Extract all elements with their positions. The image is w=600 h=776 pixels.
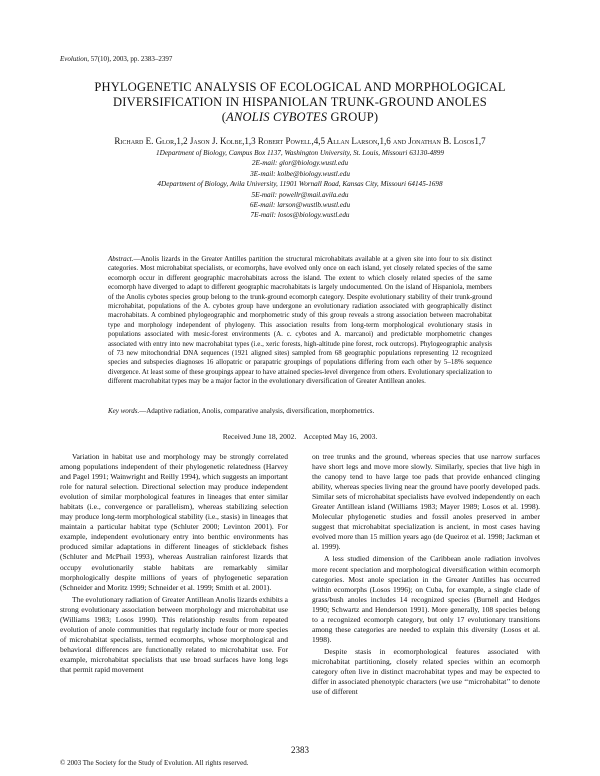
- received-accepted-dates: Received June 18, 2002. Accepted May 16, 2003.: [222, 432, 378, 441]
- author-list: Richard E. Glor,1,2 Jason J. Kolbe,1,3 Robert Powell,4,5 Allan Larson,1,6 and Jonathan B. Losos1,7: [114, 136, 486, 146]
- affiliations: [60, 148, 540, 221]
- title-species: ANOLIS CYBOTES: [226, 110, 328, 124]
- keywords: [108, 407, 492, 416]
- journal-name: Evolution,: [60, 55, 89, 63]
- title-line-2: DIVERSIFICATION IN HISPANIOLAN TRUNK-GROUND ANOLES: [113, 95, 487, 109]
- abstract: [108, 255, 492, 387]
- keywords-text: —Adaptive radiation, Anolis, comparative analysis, diversification, morphometrics.: [139, 407, 375, 415]
- email-losos: 7E-mail: losos@biology.wustl.edu: [250, 211, 350, 220]
- keywords-label: Key words.: [108, 407, 140, 415]
- copyright-notice: © 2003 The Society for the Study of Evolution. All rights reserved.: [60, 759, 249, 767]
- paragraph: The evolutionary radiation of Greater Antillean Anolis lizards exhibits a strong evolutionary association between morphology and microhabitat use (Williams 1983; Losos 1990). This relationship results from repeated evolution of anole communities that regularly include four or more species of microhabitat specialists, termed ecomorphs, whose morphological and behavioral differences are functionally related to microhabitat use. For example, microhabitat specialists that use broad surfaces have long legs that permit rapid movement: [60, 594, 288, 674]
- title-line-3: [60, 110, 540, 125]
- paragraph: A less studied dimension of the Caribbean anole radiation involves more recent speciation and morphological diversification within ecomorph categories. Most anole speciation in the Greater Antilles has occurred within ecomorphs (Losos 1996); on Cuba, for example, a single clade of grass/bush anoles includes 14 recognized species (Burnell and Hedges 1990; Schwartz and Henderson 1991). More generally, 108 species belong to a recognized ecomorph category, but only 17 evolutionary transitions among these categories are needed to explain this diversity (Losos et al. 1998).: [312, 554, 540, 644]
- title-group: GROUP): [327, 110, 379, 124]
- paragraph: Despite stasis in ecomorphological features associated with microhabitat partitioning, closely related species within an ecomorph category often live in distinct macrohabitat types and may be expected to differ in associated phenotypic characters (we use ‘‘microhabitat’’ to denote use of different: [312, 646, 540, 697]
- abstract-text: —Anolis lizards in the Greater Antilles partition the structural microhabitats available at a given site into four to six distinct categories. Most microhabitat specialists, or ecomorphs, have evolved only once on each island, yet closely related species of the same ecomorph occur in different geographic macrohabitats across the island. The extent to which closely related species of the same ecomorph have diverged to adapt to different geographic macrohabitats is largely undocumented. On the island of Hispaniola, members of the Anolis cybotes species group belong to the trunk-ground ecomorph category. Despite evolutionary stability of their trunk-ground microhabitat, populations of the A. cybotes group have undergone an evolutionary radiation associated with geographically distinct macrohabitats. A combined phylogeographic and morphometric study of this group reveals a strong association between macrohabitat type and morphology independent of phylogeny. This association results from long-term morphological evolutionary stasis in populations associated with mesic-forest environments (A. c. cybotes and A. marcanoi) and predictable morphometric changes associated with entry into new macrohabitat types (i.e., xeric forests, high-altitude pine forest, rock outcrops). Phylogeographic analysis of 73 new mitochondrial DNA sequences (1921 aligned sites) sampled from 68 geographic populations representing 12 recognized species and subspecies diagnoses 16 allopatric or parapatric groupings of populations differing from each other by 5–18% sequence divergence. At least some of these groupings appear to have attained species-level divergence from others. Evolutionary specialization to different macrohabitat types may be a major factor in the evolutionary diversification of Greater Antillean anoles.: [108, 255, 492, 386]
- email-kolbe: 3E-mail: kolbe@biology.wustl.edu: [250, 169, 350, 178]
- affiliation-4: 4Department of Biology, Avila University, 11901 Wornall Road, Kansas City, Missouri 64145-1698: [157, 180, 443, 189]
- body-left-column: [60, 452, 288, 677]
- paragraph: Variation in habitat use and morphology may be strongly correlated among populations independent of their phylogenetic relatedness (Harvey and Pagel 1991; Wainwright and Reilly 1994), which suggests an important role for natural selection. Directional selection may produce independent evolution of similar morphological features in lineages that enter similar habitats (i.e., convergence or parallelism), whereas stabilizing selection may produce long-term morphological stability (i.e., stasis) in lineages that maintain a particular habitat type (Schluter 2000; Levinton 2001). For example, independent evolutionary entry into benthic environments has produced similar adaptations in different lineages of stickleback fishes (Schluter and McPhail 1993), whereas Australian rainforest lizards that occupy evolutionarily stable habitats are remarkably similar morphologically despite millions of years of phylogenetic separation (Schneider and Moritz 1999; Schneider et al. 1999; Smith et al. 2001).: [60, 452, 288, 592]
- email-glor: 2E-mail: glor@biology.wustl.edu: [251, 159, 349, 168]
- article-title: [60, 80, 540, 125]
- volume-pages: 57(10), 2003, pp. 2383–2397: [90, 55, 173, 63]
- page-number: 2383: [291, 745, 309, 755]
- title-line-1: PHYLOGENETIC ANALYSIS OF ECOLOGICAL AND MORPHOLOGICAL: [94, 80, 506, 94]
- body-right-column: [312, 452, 540, 699]
- email-powell: 5E-mail: powellr@mail.avila.edu: [251, 190, 349, 199]
- paragraph: on tree trunks and the ground, whereas species that use narrow surfaces have short legs and move more slowly. Similarly, species that live high in the canopy tend to have large toe pads that provide enhanced clinging ability, whereas species living near the ground have poorly developed pads. Similar sets of microhabitat specialists have evolved independently on each Greater Antillean island (Williams 1983; Mayer 1989; Losos et al. 1998). Molecular phylogenetic studies and fossil anoles preserved in amber suggest that microhabitat specialization is ancient, in most cases having evolved more than 15 million years ago (de Queiroz et al. 1998; Jackman et al. 1999).: [312, 452, 540, 552]
- affiliation-1: 1Department of Biology, Campus Box 1137, Washington University, St. Louis, Missouri 63130-4899: [156, 149, 444, 157]
- journal-citation: [60, 55, 172, 63]
- abstract-label: Abstract.: [108, 255, 134, 263]
- title-paren: (: [221, 110, 227, 124]
- email-larson: 6E-mail: larson@wustlb.wustl.edu: [249, 201, 351, 210]
